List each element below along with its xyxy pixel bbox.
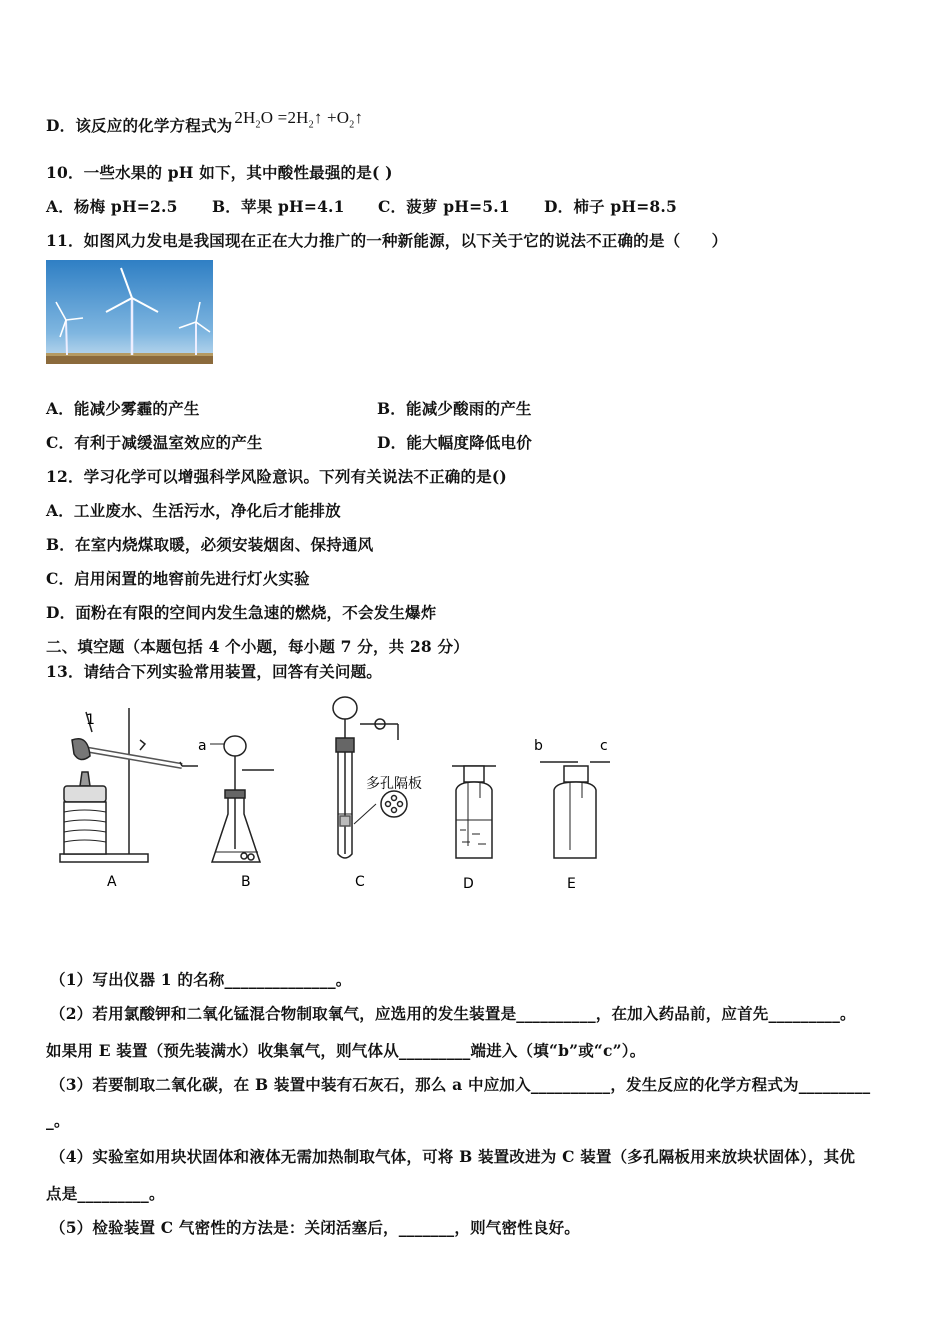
q12-option-c: C．启用闲置的地窖前先进行灯火实验 xyxy=(46,569,310,588)
marker-1: 1 xyxy=(86,712,95,728)
q10-stem: 10．一些水果的 pH 如下，其中酸性最强的是( ) xyxy=(46,163,393,182)
q12-stem: 12．学习化学可以增强科学风险意识。下列有关说法不正确的是() xyxy=(46,467,507,486)
q9-option-d xyxy=(46,108,364,138)
apparatus-a xyxy=(60,708,198,862)
apparatus-e xyxy=(540,762,610,858)
electrolysis-equation: $2H_2O$ $=2H_2↑$ $+O_2↑$ xyxy=(234,108,364,131)
porous-plate-label: 多孔隔板 xyxy=(366,776,422,792)
q13-part-1: （1）写出仪器 1 的名称______________。 xyxy=(50,970,352,989)
label-d: D xyxy=(463,876,474,892)
label-b: B xyxy=(241,874,251,890)
q10-option-d: D．柿子 pH=8.5 xyxy=(544,197,677,216)
q13-stem: 13．请结合下列实验常用装置，回答有关问题。 xyxy=(46,662,382,681)
q11-option-a: A．能减少雾霾的产生 xyxy=(46,399,200,418)
q10-option-a: A．杨梅 pH=2.5 xyxy=(46,197,178,216)
q11-option-d: D．能大幅度降低电价 xyxy=(377,433,532,452)
q13-part-4-cont: 点是_________。 xyxy=(46,1184,165,1203)
q13-part-2: （2）若用氯酸钾和二氧化锰混合物制取氧气，应选用的发生装置是__________，在加入药品前，应首先_________。 xyxy=(50,1004,856,1023)
q13-part-3-cont: _。 xyxy=(46,1111,70,1130)
marker-c: c xyxy=(600,738,608,754)
q11-options-row2 xyxy=(46,431,532,453)
label-e: E xyxy=(567,876,576,892)
q12-option-b: B．在室内烧煤取暖，必须安装烟囱、保持通风 xyxy=(46,535,374,554)
q13-part-4: （4）实验室如用块状固体和液体无需加热制取气体，可将 B 装置改进为 C 装置（多孔隔板用来放块状固体），其优 xyxy=(50,1147,856,1166)
marker-a: a xyxy=(198,738,207,754)
label-c: C xyxy=(355,874,365,890)
q13-part-5: （5）检验装置 C 气密性的方法是：关闭活塞后，_______，则气密性良好。 xyxy=(50,1218,580,1237)
q11-stem: 11．如图风力发电是我国现在正在大力推广的一种新能源，以下关于它的说法不正确的是（ ） xyxy=(46,231,728,250)
q10-option-c: C．菠萝 pH=5.1 xyxy=(378,197,510,216)
q11-option-b: B．能减少酸雨的产生 xyxy=(377,399,532,418)
q11-option-c: C．有利于减缓温室效应的产生 xyxy=(46,433,263,452)
section2-title: 二、填空题（本题包括 4 个小题，每小题 7 分，共 28 分） xyxy=(46,637,469,656)
q13-part-3: （3）若要制取二氧化碳，在 B 装置中装有石灰石，那么 a 中应加入__________，发生反应的化学方程式为_________ xyxy=(50,1075,871,1094)
q11-options-row1 xyxy=(46,397,532,419)
apparatus-d xyxy=(452,766,496,858)
q10-option-b: B．苹果 pH=4.1 xyxy=(212,197,345,216)
marker-b: b xyxy=(534,738,543,754)
q10-options xyxy=(46,195,677,217)
wind-turbine-photo xyxy=(46,260,213,364)
lab-apparatus-diagram xyxy=(50,694,630,894)
apparatus-b xyxy=(210,736,274,862)
q12-option-a: A．工业废水、生活污水，净化后才能排放 xyxy=(46,501,341,520)
q9-option-d-text: D．该反应的化学方程式为 xyxy=(46,116,233,135)
q13-part-2-cont: 如果用 E 装置（预先装满水）收集氧气，则气体从_________端进入（填“b”或“c”）。 xyxy=(46,1041,646,1060)
label-a: A xyxy=(107,874,117,890)
q12-option-d: D．面粉在有限的空间内发生急速的燃烧，不会发生爆炸 xyxy=(46,603,437,622)
